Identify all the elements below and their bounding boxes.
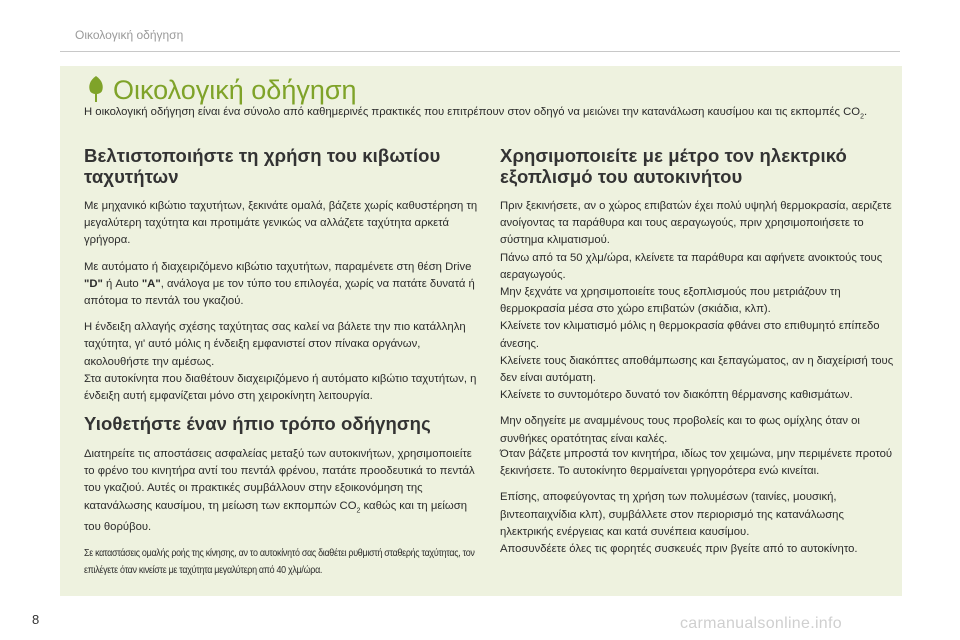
paragraph: Διατηρείτε τις αποστάσεις ασφαλείας μεταξύ των αυτοκινήτων, χρησιμοποιείτε το φρένο του κινητήρα αντί του πεντάλ φρένου, πατάτε προοδευτικά το πεντάλ του γκαζιού. Αυτές οι πρακτικές συμβάλλουν στην εξοικονόμηση της κατανάλωσης καυσίμου, τη μείωση των εκπομπών $CO_2$ καθώς και τη μείωση του θορύβου. (84, 448, 475, 534)
right-column (500, 145, 895, 457)
left-column-lower (84, 413, 479, 579)
header-divider (60, 51, 900, 52)
watermark: carmanualsonline.info (680, 615, 842, 632)
heading-gentle-driving: Υιοθετήστε έναν ήπιο τρόπο οδήγησης (84, 413, 431, 434)
paragraph: Όταν βάζετε μπροστά τον κινητήρα, ιδίως τον χειμώνα, μην περιμένετε προτού ξεκινήσετε. Το αυτοκίνητο θερμαίνεται γρηγορότερα ενώ κινείται. (500, 448, 893, 478)
heading-electrical-equipment: Χρησιμοποιείτε με μέτρο τον ηλεκτρικό εξοπλισμό του αυτοκινήτου (500, 145, 847, 187)
page-number: 8 (32, 612, 40, 627)
paragraph: Με μηχανικό κιβώτιο ταχυτήτων, ξεκινάτε ομαλά, βάζετε χωρίς καθυστέρηση τη μεγαλύτερη ταχύτητα και προτιμάτε γενικώς να αλλάζετε ταχύτητα αρκετά γρήγορα. (84, 200, 478, 247)
section-header: Οικολογική οδήγηση (75, 28, 184, 42)
heading-gearbox: Βελτιστοποιήστε τη χρήση του κιβωτίου ταχυτήτων (84, 145, 441, 187)
right-column-lower (500, 446, 895, 567)
cruise-control-note: Σε καταστάσεις ομαλής ροής της κίνησης, αν το αυτοκίνητό σας διαθέτει ρυθμιστή σταθερής ταχύτητας, τον επιλέγετε όταν κινείστε με ταχύτητα μεγαλύτερη από 40 χλμ/ώρα. (84, 548, 475, 577)
paragraph: Επίσης, αποφεύγοντας τη χρήση των πολυμέσων (ταινίες, μουσική, βιντεοπαιχνίδια κλπ), συμβάλλετε στον περιορισμό της κατανάλωσης ηλεκτρικής ενέργειας και κατά συνέπεια καυσίμου. Αποσυνδέετε όλες τις φορητές συσκευές πριν βγείτε από το αυτοκίνητο. (500, 491, 858, 556)
paragraph: Πριν ξεκινήσετε, αν ο χώρος επιβατών έχει πολύ υψηλή θερμοκρασία, αεριζετε ανοίγοντας τα παράθυρα και τους αεραγωγούς, πριν χρησιμοποιήσετε το σύστημα κλιματισμού. Πάνω από τα 50 χλμ/ώρα, κλείνετε τα παράθυρα και αφήνετε ανοικτούς τους αεραγωγούς. Μην ξεχνάτε να χρησιμοποιείτε τους εξοπλισμούς που μετριάζουν τη θερμοκρασία μέσα στο χώρο επιβατών (σκιάδια, κλπ). Κλείνετε τον κλιματισμό μόλις η θερμοκρασία φθάνει στο επιθυμητό επίπεδο άνεσης. Κλείνετε τους διακόπτες αποθάμπωσης και ξεπαγώματος, αν η διαχείρισή τους δεν είναι αυτόματη. Κλείνετε το συντομότερο δυνατό τον διακόπτη θέρμανσης καθισμάτων. (500, 200, 894, 402)
intro-paragraph: Η οικολογική οδήγηση είναι ένα σύνολο από καθημερινές πρακτικές που επιτρέπουν στον οδηγό να μειώνει την κατανάλωση καυσίμου και τις εκπομπές $CO_2$. (84, 106, 868, 121)
page-title: Οικολογική οδήγηση (113, 75, 357, 105)
paragraph: Με αυτόματο ή διαχειριζόμενο κιβώτιο ταχυτήτων, παραμένετε στη θέση Drive "D" ή Auto "A", ανάλογα με τον τύπο του επιλογέα, χωρίς να πατάτε δυνατά ή απότομα το πεντάλ του γκαζιού. (84, 260, 475, 308)
paragraph: Μην οδηγείτε με αναμμένους τους προβολείς και το φως ομίχλης όταν οι συνθήκες ορατότητας είναι καλές. (500, 415, 860, 445)
left-column (84, 145, 479, 405)
leaf-icon (86, 74, 106, 104)
paragraph: Η ένδειξη αλλαγής σχέσης ταχύτητας σας καλεί να βάλετε την πιο κατάλληλη ταχύτητα, γι' αυτό μόλις η ένδειξη εμφανιστεί στον πίνακα οργάνων, ακολουθήστε την αμέσως. Στα αυτοκίνητα που διαθέτουν διαχειριζόμενο ή αυτόματο κιβώτιο ταχυτήτων, η ένδειξη αυτή εμφανίζεται μόνο στη χειροκίνητη λειτουργία. (84, 321, 477, 403)
